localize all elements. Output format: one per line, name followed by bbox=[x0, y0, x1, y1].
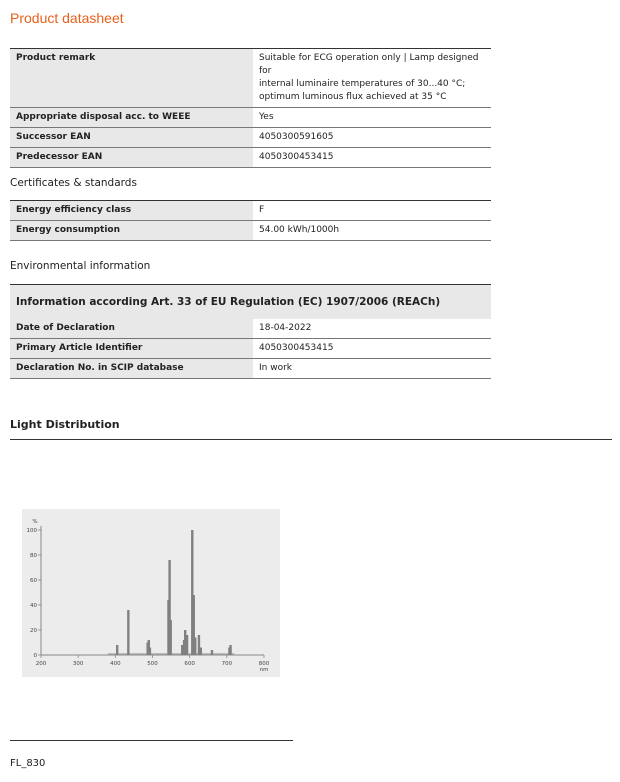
property-label: Successor EAN bbox=[10, 128, 253, 148]
y-tick-label: 100 bbox=[26, 528, 37, 534]
x-tick-label: 300 bbox=[72, 661, 84, 667]
reach-table bbox=[10, 319, 491, 379]
spectrum-bar bbox=[194, 638, 196, 656]
spectrum-bar bbox=[186, 635, 188, 655]
property-label: Date of Declaration bbox=[10, 319, 253, 339]
spectrum-bar bbox=[127, 610, 129, 655]
reach-heading: Information according Art. 33 of EU Regulation (EC) 1907/2006 (REACh) bbox=[10, 284, 491, 321]
x-tick-label: 800 bbox=[258, 661, 270, 667]
spectrum-bar bbox=[149, 648, 151, 656]
property-label: Appropriate disposal acc. to WEEE bbox=[10, 108, 253, 128]
table-row bbox=[10, 221, 491, 241]
spectral-chart bbox=[22, 509, 280, 677]
y-tick-label: 0 bbox=[33, 653, 37, 659]
certificates-table bbox=[10, 200, 491, 241]
table-row bbox=[10, 201, 491, 221]
table-row bbox=[10, 319, 491, 339]
y-tick-label: 40 bbox=[30, 603, 37, 609]
product-properties-table bbox=[10, 48, 491, 168]
footer-label: FL_830 bbox=[10, 758, 46, 769]
property-value: 54.00 kWh/1000h bbox=[253, 221, 491, 241]
property-value: F bbox=[253, 201, 491, 221]
x-tick-label: 200 bbox=[35, 661, 47, 667]
property-label: Energy efficiency class bbox=[10, 201, 253, 221]
section-divider bbox=[10, 439, 612, 440]
x-tick-label: 500 bbox=[147, 661, 158, 667]
table-row bbox=[10, 128, 491, 148]
property-value: 4050300453415 bbox=[253, 339, 491, 359]
property-value: 18-04-2022 bbox=[253, 319, 491, 339]
table-row bbox=[10, 339, 491, 359]
y-tick-label: 20 bbox=[30, 628, 37, 634]
spectrum-bar bbox=[211, 650, 213, 655]
page-title: Product datasheet bbox=[10, 10, 124, 26]
x-tick-label: 700 bbox=[221, 661, 233, 667]
x-axis-unit: nm bbox=[259, 667, 269, 673]
property-label: Energy consumption bbox=[10, 221, 253, 241]
light-distribution-heading: Light Distribution bbox=[10, 418, 120, 431]
remark-line: optimum luminous flux achieved at 35 °C bbox=[259, 92, 447, 102]
property-label: Declaration No. in SCIP database bbox=[10, 359, 253, 379]
remark-line: Suitable for ECG operation only | Lamp designed for bbox=[259, 53, 479, 76]
x-tick-label: 400 bbox=[110, 661, 121, 667]
spectrum-bar bbox=[229, 645, 231, 655]
spectrum-bar bbox=[116, 645, 118, 655]
property-value: Yes bbox=[253, 108, 491, 128]
y-tick-label: 80 bbox=[30, 553, 37, 559]
footer-divider bbox=[10, 740, 293, 741]
table-row bbox=[10, 108, 491, 128]
spectrum-bar bbox=[200, 648, 202, 656]
y-tick-label: 60 bbox=[30, 578, 37, 584]
property-value: 4050300591605 bbox=[253, 128, 491, 148]
table-row bbox=[10, 49, 491, 108]
table-row bbox=[10, 148, 491, 168]
y-axis-unit: % bbox=[32, 519, 38, 525]
x-tick-label: 600 bbox=[184, 661, 195, 667]
spectral-chart-svg bbox=[22, 509, 280, 677]
property-label: Primary Article Identifier bbox=[10, 339, 253, 359]
property-value: 4050300453415 bbox=[253, 148, 491, 168]
table-row bbox=[10, 359, 491, 379]
environmental-heading: Environmental information bbox=[10, 260, 151, 272]
property-label: Product remark bbox=[10, 49, 253, 108]
spectrum-bar bbox=[170, 620, 172, 655]
property-label: Predecessor EAN bbox=[10, 148, 253, 168]
remark-line: internal luminaire temperatures of 30...40 °C; bbox=[259, 79, 466, 89]
property-value: In work bbox=[253, 359, 491, 379]
property-value bbox=[253, 49, 491, 108]
certificates-heading: Certificates & standards bbox=[10, 177, 137, 189]
